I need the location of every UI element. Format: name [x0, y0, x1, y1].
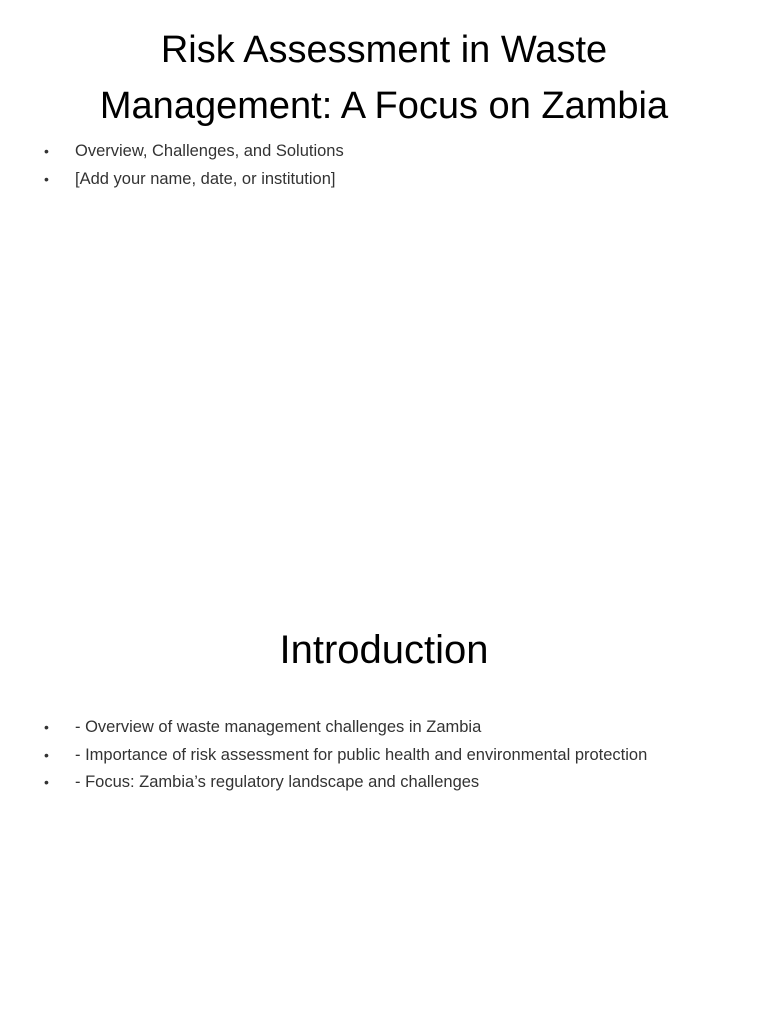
bullet-icon: • [44, 774, 49, 790]
slide-title: Introduction [279, 628, 489, 672]
introduction-slide [0, 576, 768, 1024]
bullet-text: - Focus: Zambia’s regulatory landscape and challenges [75, 773, 480, 791]
bullet-icon: • [44, 719, 49, 735]
bullet-text: - Importance of risk assessment for public health and environmental protection [75, 745, 648, 764]
list-item [40, 742, 740, 770]
bullet-list [40, 714, 740, 797]
bullet-text: [Add your name, date, or institution] [75, 169, 336, 188]
list-item [40, 714, 740, 742]
bullet-text: Overview, Challenges, and Solutions [75, 142, 344, 160]
slide-title [0, 22, 768, 134]
bullet-icon: • [44, 746, 49, 763]
bullet-list [40, 138, 740, 193]
bullet-icon: • [44, 143, 49, 159]
bullet-text: - Overview of waste management challenges in Zambia [75, 718, 482, 736]
list-item [40, 138, 740, 166]
bullet-icon: • [44, 170, 49, 187]
list-item [40, 166, 740, 194]
list-item [40, 769, 740, 797]
title-line: Risk Assessment in Waste [160, 29, 608, 71]
title-line: Management: A Focus on Zambia [99, 85, 669, 127]
